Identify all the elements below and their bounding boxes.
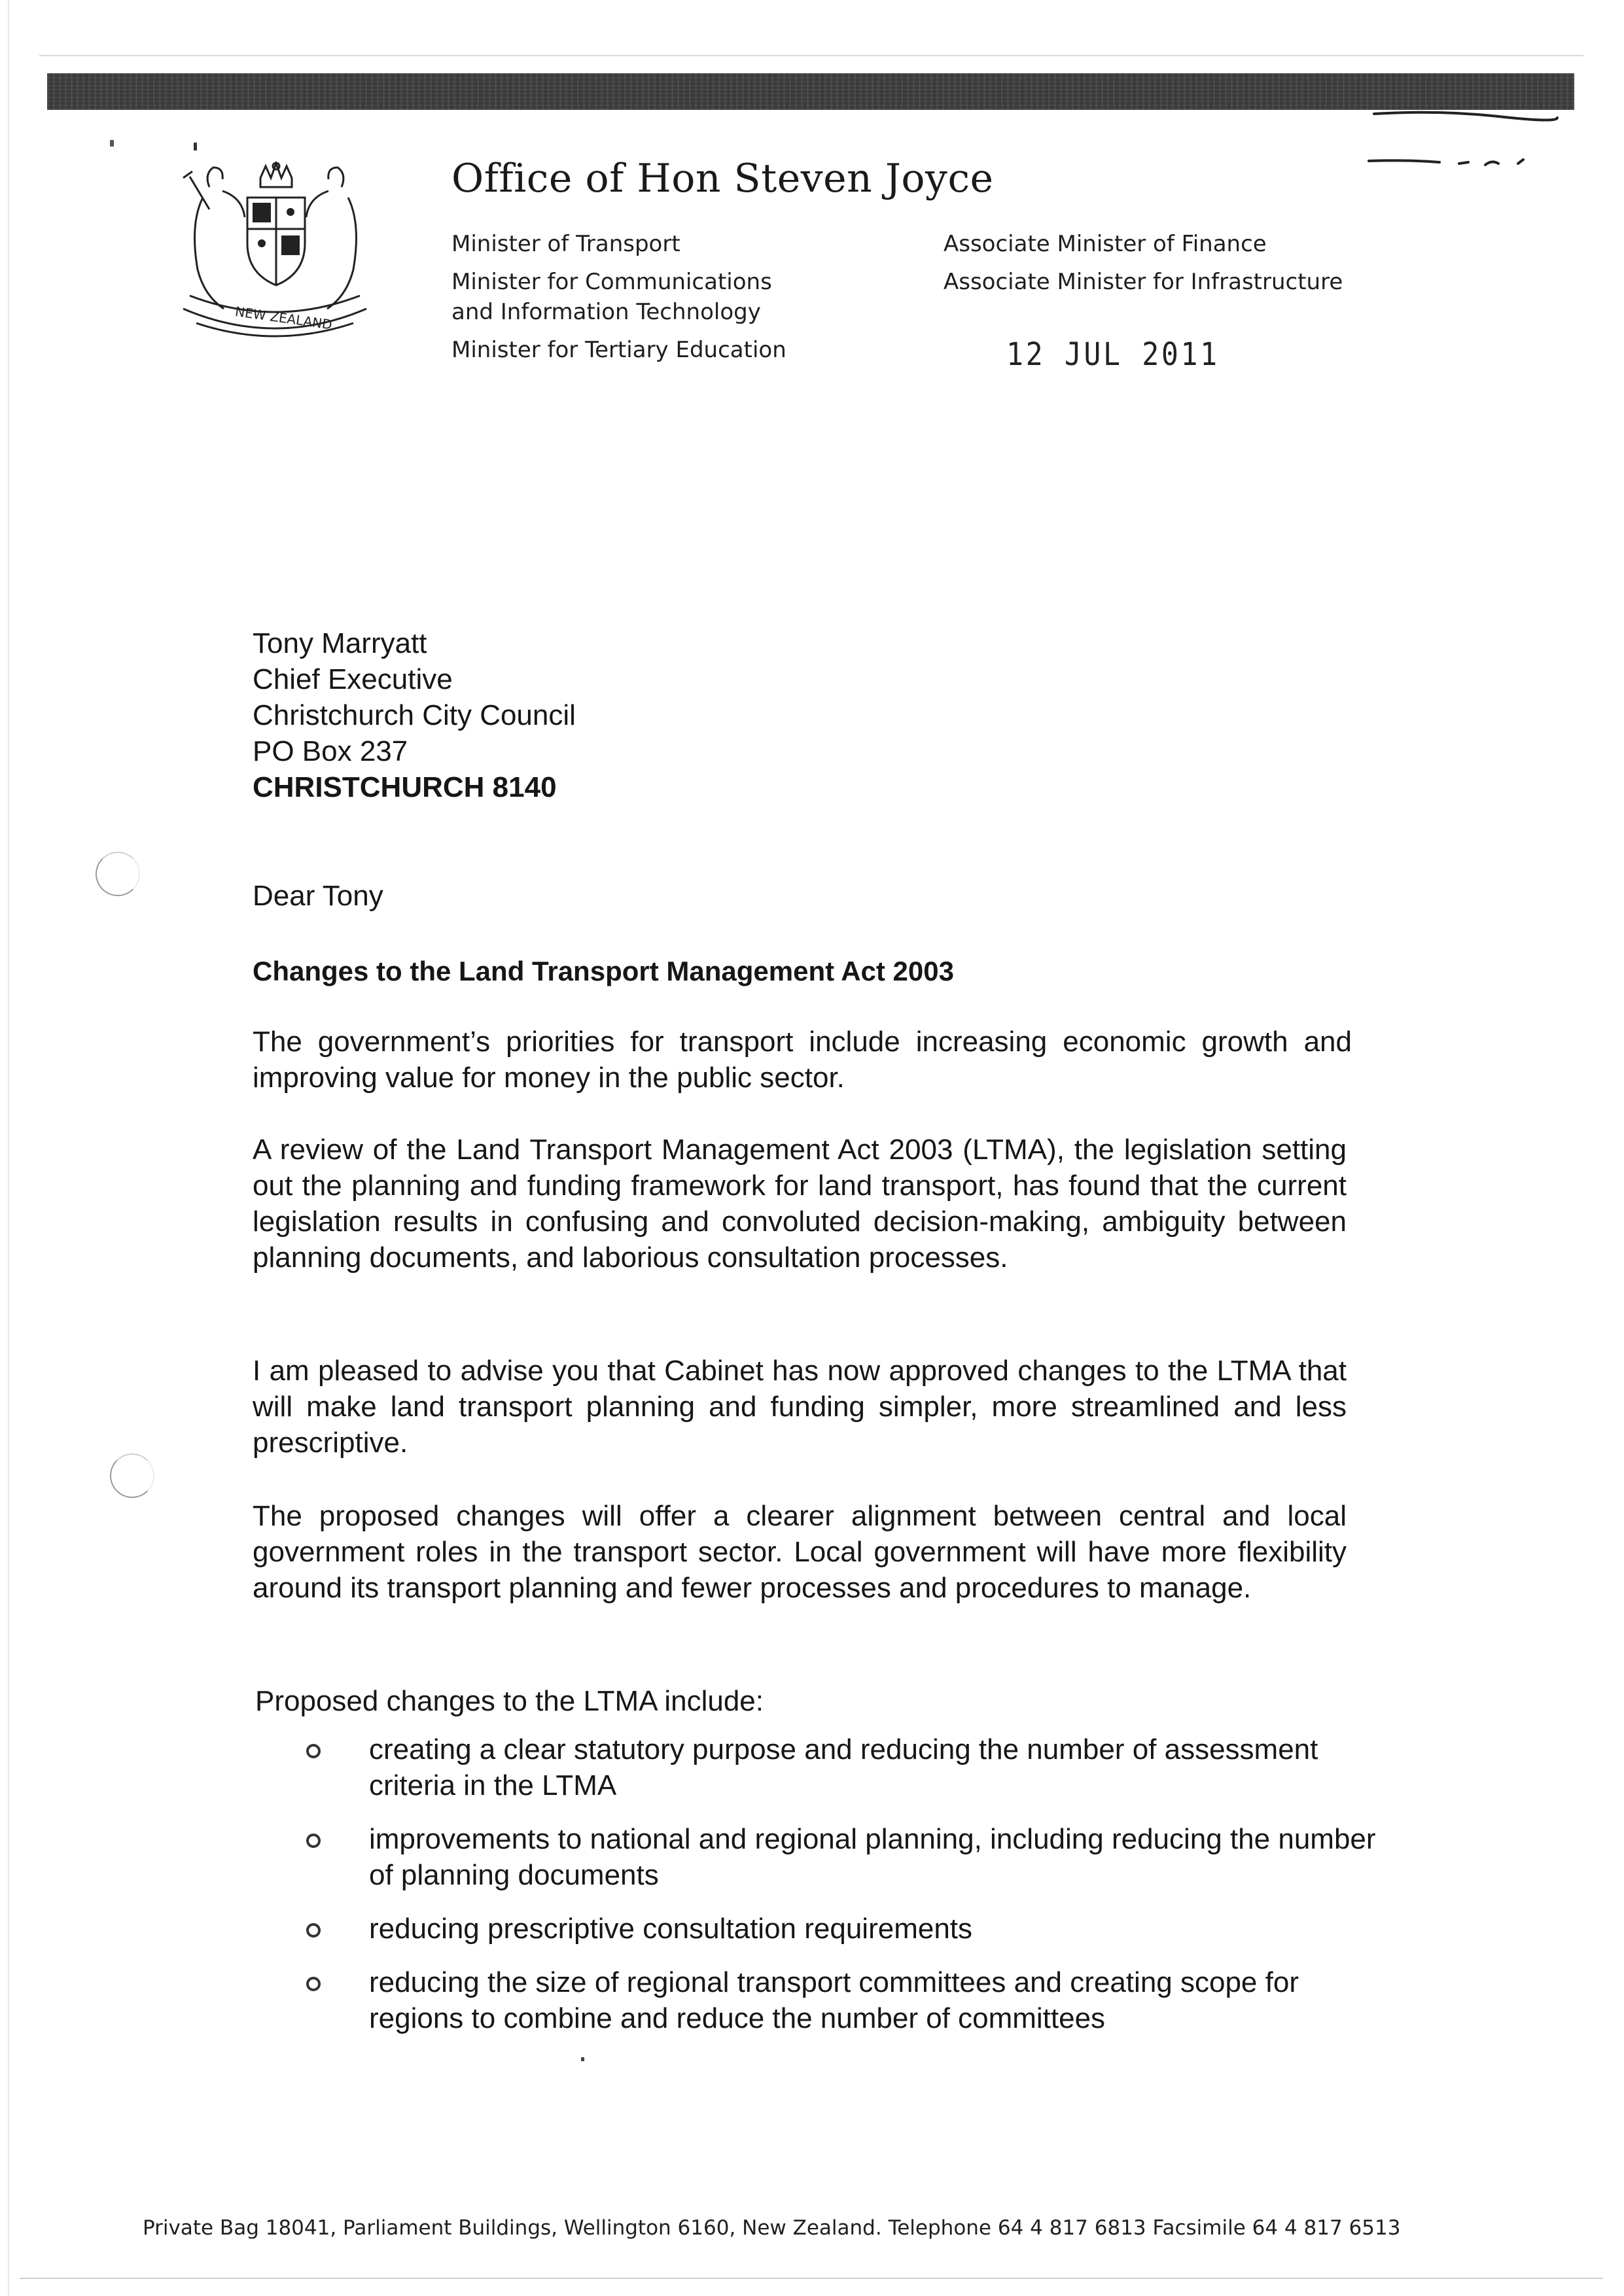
paragraph-cabinet-approval: I am pleased to advise you that Cabinet has now approved changes to the LTMA that will make land transport planning and funding simpler, more streamlined and less prescriptive. xyxy=(253,1355,1347,1459)
office-title: Office of Hon Steven Joyce xyxy=(451,156,994,201)
pen-mark-icon xyxy=(1361,105,1570,170)
coat-of-arms-icon xyxy=(164,152,380,348)
role-minister-for-communications: Minister for Communications xyxy=(451,269,772,295)
punch-hole xyxy=(110,1453,154,1498)
list-item-text: creating a clear statutory purpose and reducing the number of assessment criteria in the LTMA xyxy=(369,1733,1318,1801)
list-item-text: reducing the size of regional transport committees and creating scope for regions to combine and reduce the number of committees xyxy=(369,1966,1299,2034)
bullet-icon xyxy=(306,1834,321,1848)
scan-top-rule xyxy=(39,55,1583,56)
bullet-icon xyxy=(306,1923,321,1938)
scan-bottom-rule xyxy=(20,2278,1603,2279)
recipient-city: CHRISTCHURCH 8140 xyxy=(253,771,557,803)
role-associate-minister-of-finance: Associate Minister of Finance xyxy=(944,231,1267,257)
scan-speck xyxy=(581,2057,584,2061)
role-minister-of-transport: Minister of Transport xyxy=(451,231,680,257)
letter-subject: Changes to the Land Transport Management Act 2003 xyxy=(253,956,954,986)
list-item-text: improvements to national and regional planning, including reducing the number of planning documents xyxy=(369,1823,1376,1891)
role-minister-for-tertiary-education: Minister for Tertiary Education xyxy=(451,337,786,363)
role-information-technology: and Information Technology xyxy=(451,299,761,325)
bullet-icon xyxy=(306,1744,321,1758)
salutation: Dear Tony xyxy=(253,880,383,912)
scan-speck xyxy=(194,143,197,150)
recipient-organisation: Christchurch City Council xyxy=(253,699,576,731)
role-associate-minister-for-infrastructure: Associate Minister for Infrastructure xyxy=(944,269,1343,295)
scan-edge xyxy=(8,0,9,2296)
scanned-header-bar xyxy=(47,73,1574,110)
paragraph-priorities: The government’s priorities for transport include increasing economic growth and improving value for money in the public sector. xyxy=(253,1026,1352,1094)
paragraph-proposed-changes: The proposed changes will offer a clearer alignment between central and local government roles in the transport sector. Local government will have more flexibility around its transport planning and fewer processes and procedures to manage. xyxy=(253,1500,1347,1604)
list-intro: Proposed changes to the LTMA include: xyxy=(255,1685,764,1717)
footer-contact: Private Bag 18041, Parliament Buildings, Wellington 6160, New Zealand. Telephone 64 4 817 6813 Facsimile 64 4 817 6513 xyxy=(143,2216,1401,2240)
list-item-text: reducing prescriptive consultation requirements xyxy=(369,1913,973,1945)
paragraph-review: A review of the Land Transport Management Act 2003 (LTMA), the legislation setting out the planning and funding framework for land transport, has found that the current legislation results in confusing and convoluted decision-making, ambiguity between planning documents, and laborious consultation processes. xyxy=(253,1134,1347,1274)
scan-speck xyxy=(110,140,114,147)
punch-hole xyxy=(96,852,140,896)
svg-text:NEW ZEALAND: NEW ZEALAND xyxy=(234,303,334,333)
recipient-title: Chief Executive xyxy=(253,663,453,695)
bullet-icon xyxy=(306,1977,321,1991)
recipient-name: Tony Marryatt xyxy=(253,627,427,659)
date-stamp: 12 JUL 2011 xyxy=(1006,336,1220,373)
recipient-po-box: PO Box 237 xyxy=(253,735,408,767)
